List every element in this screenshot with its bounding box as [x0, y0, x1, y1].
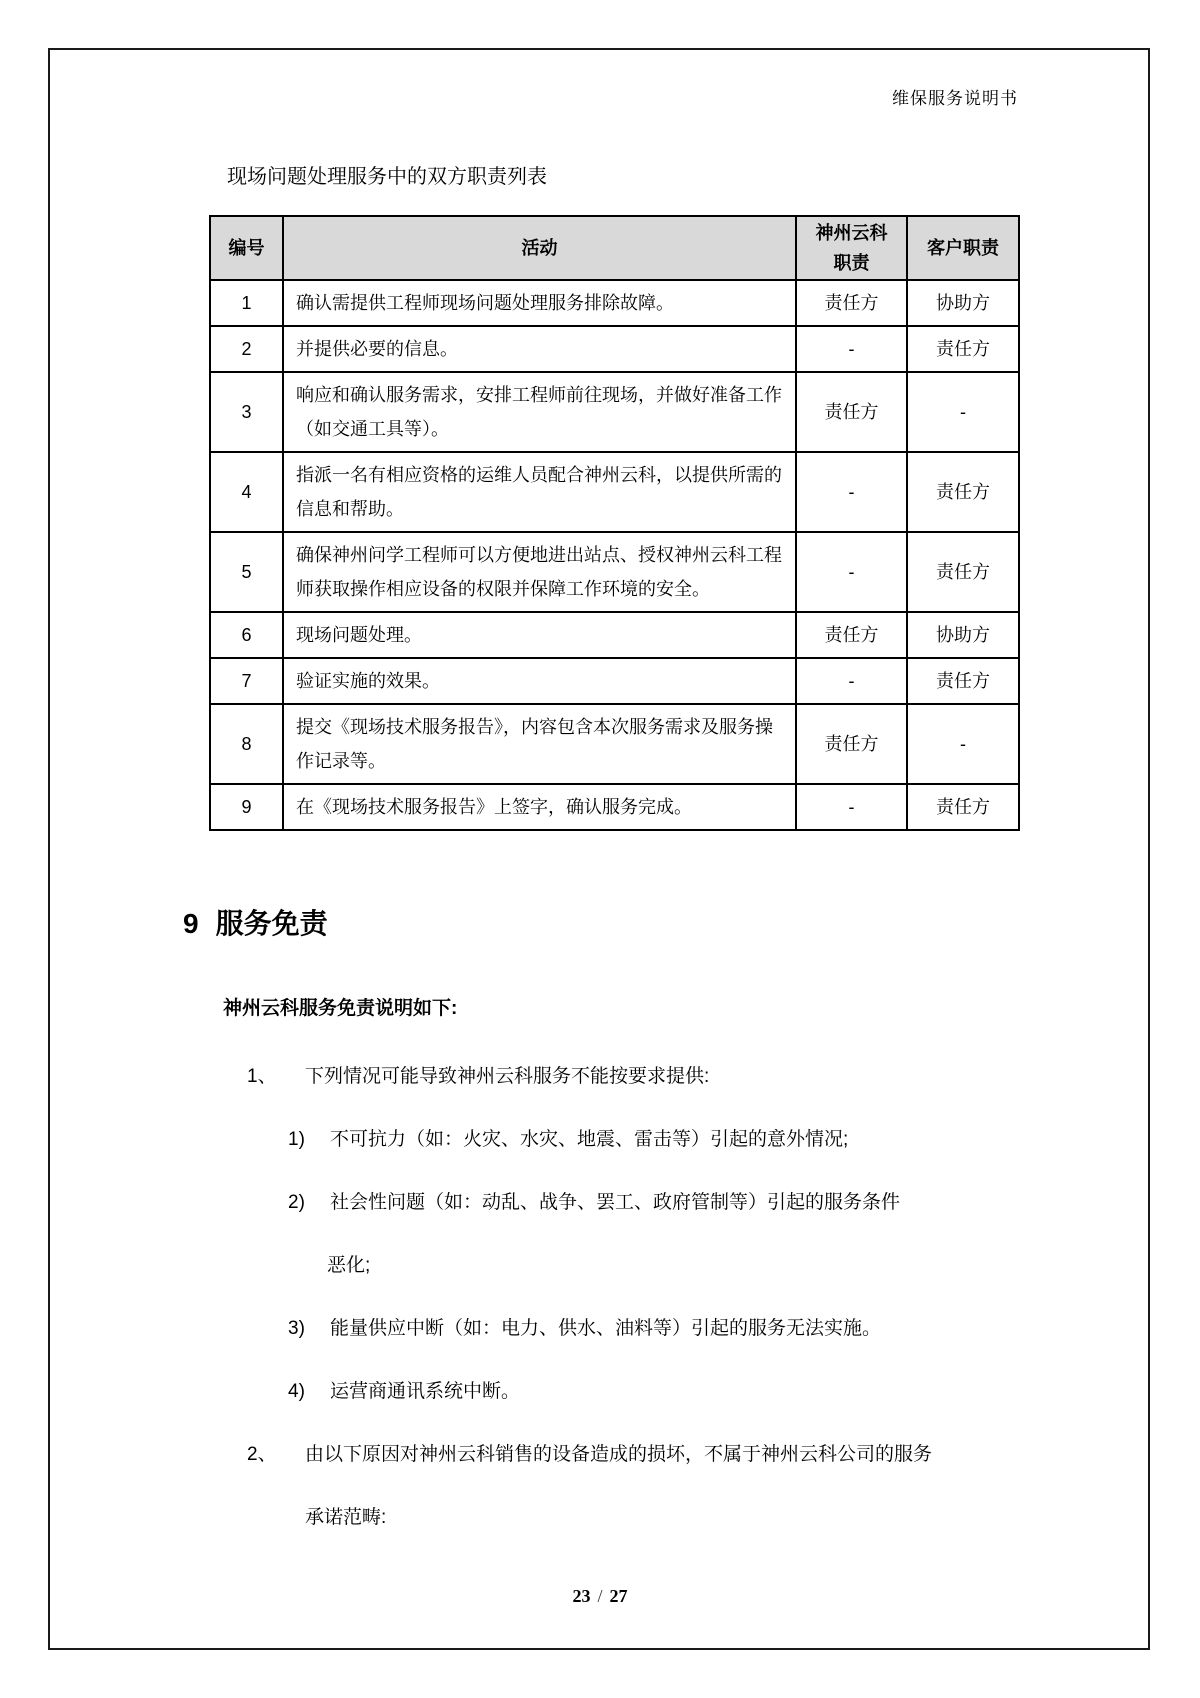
list-item-continuation	[247, 1255, 1037, 1277]
row-activity: 确保神州问学工程师可以方便地进出站点、授权神州云科工程师获取操作相应设备的权限并保障工作环境的安全。	[283, 532, 796, 612]
row-number: 4	[210, 452, 283, 532]
page-footer	[0, 1586, 1200, 1607]
table-row	[210, 704, 1019, 784]
row-vendor-role: 责任方	[796, 612, 907, 658]
vendor-header-line2: 职责	[833, 253, 870, 273]
row-number: 2	[210, 326, 283, 372]
row-activity: 提交《现场技术服务报告》，内容包含本次服务需求及服务操作记录等。	[283, 704, 796, 784]
row-customer-role: 协助方	[907, 612, 1019, 658]
list-item	[247, 1192, 1037, 1214]
disclaimer-list	[247, 1066, 1037, 1570]
row-customer-role: 责任方	[907, 532, 1019, 612]
list-item-text: 由以下原因对神州云科销售的设备造成的损坏，不属于神州云科公司的服务	[305, 1444, 933, 1465]
list-item	[247, 1381, 1037, 1403]
row-vendor-role: -	[796, 658, 907, 704]
row-customer-role: 责任方	[907, 452, 1019, 532]
table-caption: 现场问题处理服务中的双方职责列表	[227, 166, 547, 188]
list-item	[247, 1444, 1037, 1466]
disclaimer-intro: 神州云科服务免责说明如下:	[223, 998, 458, 1019]
table-row	[210, 372, 1019, 452]
row-customer-role: -	[907, 704, 1019, 784]
row-activity: 在《现场技术服务报告》上签字，确认服务完成。	[283, 784, 796, 830]
column-header-no: 编号	[210, 216, 283, 280]
column-header-activity: 活动	[283, 216, 796, 280]
page-number-total: 27	[609, 1586, 628, 1606]
running-header: 维保服务说明书	[892, 89, 1018, 108]
list-item-marker: 4)	[288, 1381, 305, 1402]
table-row	[210, 658, 1019, 704]
table-header-row	[210, 216, 1019, 280]
row-vendor-role: -	[796, 452, 907, 532]
column-header-vendor	[796, 216, 907, 280]
list-item-marker: 1、	[247, 1066, 277, 1087]
row-customer-role: 责任方	[907, 784, 1019, 830]
row-vendor-role: 责任方	[796, 372, 907, 452]
row-activity: 并提供必要的信息。	[283, 326, 796, 372]
list-item-text: 运营商通讯系统中断。	[330, 1381, 521, 1402]
table-row	[210, 326, 1019, 372]
list-item-text: 恶化;	[327, 1255, 371, 1276]
row-vendor-role: 责任方	[796, 280, 907, 326]
row-number: 1	[210, 280, 283, 326]
section-number: 9	[183, 908, 199, 939]
list-item-marker: 1)	[288, 1129, 305, 1150]
row-activity: 响应和确认服务需求，安排工程师前往现场，并做好准备工作（如交通工具等）。	[283, 372, 796, 452]
row-activity: 现场问题处理。	[283, 612, 796, 658]
list-item-marker: 2、	[247, 1444, 277, 1465]
row-activity: 验证实施的效果。	[283, 658, 796, 704]
row-number: 9	[210, 784, 283, 830]
list-item-continuation	[247, 1507, 1037, 1529]
page-number-current: 23	[572, 1586, 591, 1606]
vendor-header-line1: 神州云科	[815, 223, 888, 243]
table-row	[210, 452, 1019, 532]
list-item-text: 能量供应中断（如：电力、供水、油料等）引起的服务无法实施。	[330, 1318, 882, 1339]
table-row	[210, 532, 1019, 612]
list-item	[247, 1318, 1037, 1340]
list-item-text: 不可抗力（如：火灾、水灾、地震、雷击等）引起的意外情况;	[330, 1129, 849, 1150]
row-number: 7	[210, 658, 283, 704]
list-item-text: 承诺范畴:	[305, 1507, 387, 1528]
row-customer-role: 责任方	[907, 658, 1019, 704]
list-item-marker: 2)	[288, 1192, 305, 1213]
page-number-separator: /	[597, 1586, 603, 1606]
row-activity: 指派一名有相应资格的运维人员配合神州云科，以提供所需的信息和帮助。	[283, 452, 796, 532]
row-number: 5	[210, 532, 283, 612]
row-number: 6	[210, 612, 283, 658]
list-item-text: 社会性问题（如：动乱、战争、罢工、政府管制等）引起的服务条件	[330, 1192, 901, 1213]
row-activity: 确认需提供工程师现场问题处理服务排除故障。	[283, 280, 796, 326]
row-customer-role: 责任方	[907, 326, 1019, 372]
row-vendor-role: -	[796, 532, 907, 612]
column-header-customer: 客户职责	[907, 216, 1019, 280]
table-row	[210, 280, 1019, 326]
list-item-text: 下列情况可能导致神州云科服务不能按要求提供:	[305, 1066, 710, 1087]
row-vendor-role: 责任方	[796, 704, 907, 784]
responsibility-table	[209, 215, 1020, 831]
list-item	[247, 1129, 1037, 1151]
row-customer-role: -	[907, 372, 1019, 452]
section-heading	[183, 902, 328, 942]
row-number: 8	[210, 704, 283, 784]
row-customer-role: 协助方	[907, 280, 1019, 326]
section-title: 服务免责	[215, 908, 328, 939]
row-vendor-role: -	[796, 326, 907, 372]
list-item	[247, 1066, 1037, 1088]
row-vendor-role: -	[796, 784, 907, 830]
table-row	[210, 612, 1019, 658]
row-number: 3	[210, 372, 283, 452]
list-item-marker: 3)	[288, 1318, 305, 1339]
table-row	[210, 784, 1019, 830]
